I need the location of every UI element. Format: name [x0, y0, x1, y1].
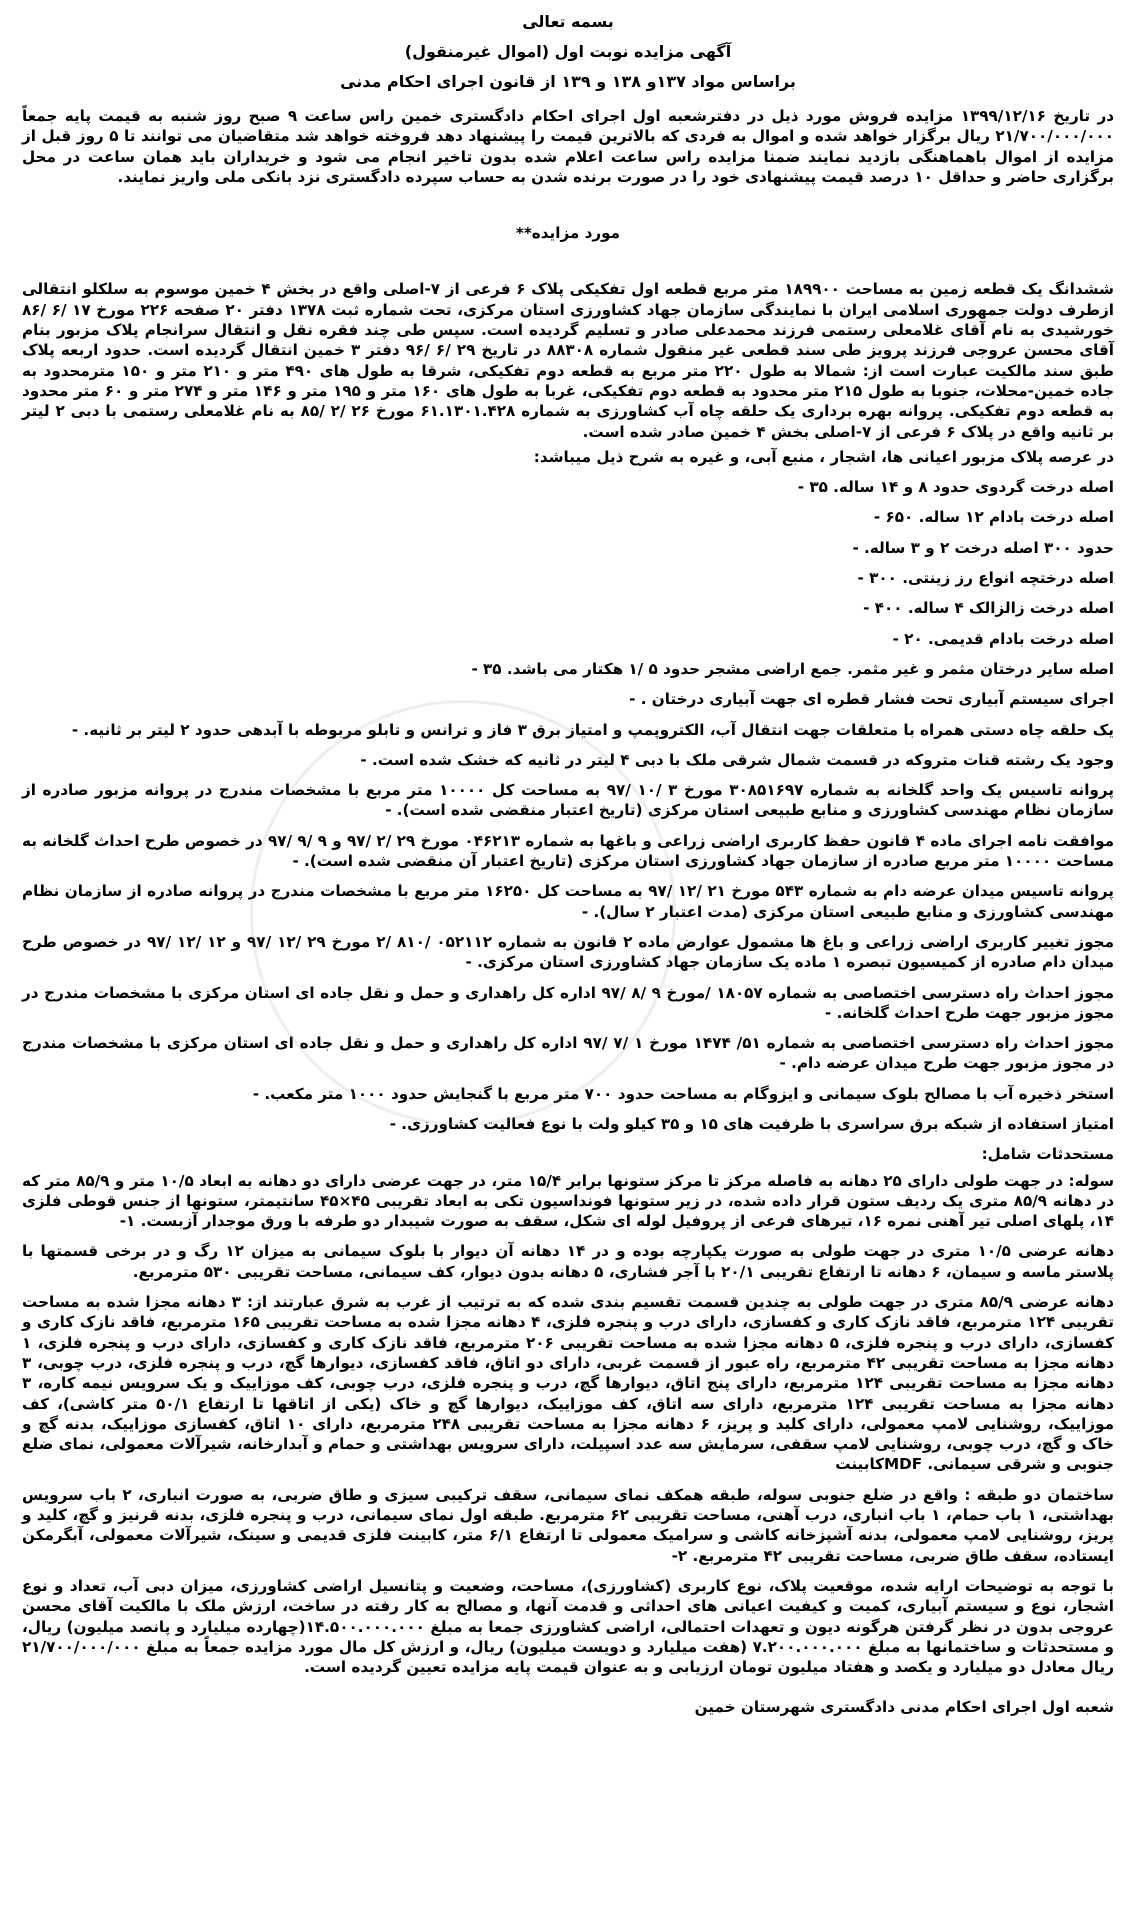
property-description: ششدانگ یک قطعه زمین به مساحت ۱۸۹۹۰۰ متر مربع قطعه اول تفکیکی پلاک ۶ فرعی از ۷-اصلی واقع در بخش ۴ خمین موسوم به سلکلو انتقالی ازطرف دولت جمهوری اسلامی ایران با نمایندگی سازمان جهاد کشاورزی استان مرکزی، تحت شماره ثبت ۱۳۷۸ دفتر ۲۰ صفحه ۲۲۶ مورخ ۱۷ /۶ /۸۶ خورشیدی به نام آقای غلامعلی رستمی فرزند محمدعلی صادر و تسلیم گردیده است. سپس طی چند فقره نقل و انتقال سرانجام پلاک مزبور بنام آقای محسن عروجی فرزند پرویز طی سند قطعی غیر منقول شماره ۸۸۳۰۸ در تاریخ ۲۹ /۶ /۹۶ دفتر ۳ خمین انتقال گردیده است. حدود اربعه پلاک طبق سند مالکیت عبارت است از: شمالا به طول ۲۲۰ متر مربع به قطعه دوم تفکیکی، شرقا به طول های ۴۹۰ متر و ۲۱۰ متر و ۱۵۰ مترمحدود به جاده خمین-محلات، جنوبا به طول ۲۱۵ متر محدود به قطعه دوم تفکیکی، غربا به طول های ۱۶۰ متر و ۱۹۵ متر و ۱۴۶ متر و ۲۷۴ متر و ۶۰ متر محدود به قطعه دوم تفکیکی. پروانه بهره برداری یک حلقه چاه آب کشاورزی به شماره ۶۱.۱۳۰۱.۴۲۸ مورخ ۲۶ /۲ /۸۵ به نام غلامعلی رستمی با دبی ۲ لیتر بر ثانیه واقع در پلاک ۶ فرعی از ۷-اصلی بخش ۴ خمین صادر شده است.: [22, 280, 1115, 441]
list-item: اصله درخت گردوی حدود ۸ و ۱۴ ساله. ۳۵ -: [797, 478, 1114, 497]
building-item: دهانه عرضی ۸۵/۹ متری در جهت طولی به چندین قسمت تقسیم بندی شده که به ترتیب از غرب به شرق عبارتند از: ۳ دهانه مجزا شده به مساحت تقریبی ۱۲۴ مترمربع، فاقد نازک کاری و کفسازی، دارای درب و پنجره فلزی، ۴ دهانه مجزا شده به مساحت تقریبی ۱۶۵ مترمربع، فاقد نازک کاری و کفسازی، دارای درب و پنجره فلزی، ۵ دهانه مجزا شده به مساحت تقریبی ۲۰۶ مترمربع، فاقد نازک کاری و کفسازی، دارای درب و پنجره فلزی، ۱ دهانه مجزا به مساحت تقریبی ۴۲ مترمربع، راه عبور از قسمت غربی، دارای دو اتاق، فاقد کفسازی، دیوارها گچ، درب و پنجره فلزی، درب چوبی، ۳ دهانه مجزا به مساحت تقریبی ۱۲۴ مترمربع، دارای پنج اتاق، دیوارها گچ، درب و پنجره فلزی، درب چوبی، کف موزاییک و یک سرویس نیمه کاره، ۳ دهانه مجزا به مساحت تقریبی ۱۲۴ مترمربع، دارای سه اتاق، کف موزاییک، دیوارها گچ و خاک (یکی از اتاقها تا ارتفاع ۵۰/۱ متر کاشی)، کف موزاییک، روشنایی لامپ معمولی، دارای کلید و پریز، ۶ دهانه مجزا به مساحت تقریبی ۲۴۸ مترمربع، دارای ۱۰ اتاق، کفسازی موزاییک، بدنه گچ و خاک و گچ، درب چوبی، روشنایی لامپ سقفی، سرمایش سه عدد اسپیلت، دارای سرویس بهداشتی و حمام و آبدارخانه، شیرآلات معمولی، نمای ضلع جنوبی و شرقی سیمانی. MDFکابینت: [22, 1293, 1114, 1474]
list-item: وجود یک رشته قنات متروکه در قسمت شمال شرقی ملک با دبی ۴ لیتر در ثانیه که خشک شده است. -: [360, 750, 1114, 769]
footer-signature: شعبه اول اجرای احکام مدنی دادگستری شهرستان خمین: [694, 1698, 1114, 1717]
trees-list: [22, 477, 1114, 770]
permit-item: استخر ذخیره آب با مصالح بلوک سیمانی و ایزوگام به مساحت حدود ۷۰۰ متر مربع با گنجایش حدود ۱۰۰۰ متر مکعب. -: [252, 1084, 1114, 1103]
list-item: یک حلقه چاه دستی همراه با متعلقات جهت انتقال آب، الکتروپمپ و امتیاز برق ۳ فاز و ترانس و تابلو مربوطه با آبدهی حدود ۲ لیتر بر ثانیه. -: [71, 720, 1114, 739]
header-title: آگهی مزایده نوبت اول (اموال غیرمنقول): [404, 42, 732, 61]
header-bismillah: بسمه تعالی: [522, 12, 614, 31]
section-title: مورد مزایده**: [515, 224, 621, 243]
permit-item: مجوز تغییر کاربری اراضی زراعی و باغ ها مشمول عوارض ماده ۲ قانون به شماره ۰۵۲۱۱۲ /۸۱۰ /۲ مورخ ۲۹ /۱۲ /۹۷ و ۱۲ /۱۲ /۹۷ در خصوص طرح میدان دام صادره از کمیسیون تبصره ۱ ماده یک سازمان جهاد کشاورزی استان مرکزی. -: [22, 932, 1114, 972]
intro-paragraph: در تاریخ ۱۳۹۹/۱۲/۱۶ مزایده فروش مورد ذیل در دفترشعبه اول اجرای احکام دادگستری خمین راس ساعت ۹ صبح روز شنبه به قیمت پایه جمعاً ۲۱/۷۰۰/۰۰۰/۰۰۰ ریال برگزار خواهد شده و اموال به فردی که بالاترین قیمت را پیشنهاد دهد فروخته خواهد شد متقاضیان می توانند تا ۵ روز قبل از مزایده از اموال باهماهنگی بازدید نمایند ضمنا مزایده راس ساعت اعلام شده بدون تاخیر انجام می شود و خریداران باید همان ساعت در محل برگزاری حاضر و حداقل ۱۰ درصد قیمت پیشنهادی خود را در صورت برنده شدن به حساب سپرده دادگستری نزد بانکی ملی واریز نمایند.: [22, 107, 1115, 186]
header-legal-basis: براساس مواد ۱۳۷و ۱۳۸ و ۱۳۹ از قانون اجرای احکام مدنی: [340, 72, 796, 91]
permit-item: پروانه تاسیس یک واحد گلخانه به شماره ۳۰۸۵۱۶۹۷ مورخ ۳ /۱۰ /۹۷ به مساحت کل ۱۰۰۰۰ متر مربع با مشخصات مندرج در پروانه مزبور صادره از سازمان نظام مهندسی کشاورزی و منابع طبیعی استان مرکزی (تاریخ اعتبار منقضی شده است). -: [22, 781, 1114, 820]
list-item: اجرای سیستم آبیاری تحت فشار قطره ای جهت آبیاری درختان . -: [629, 690, 1114, 709]
building-item: ساختمان دو طبقه : واقع در ضلع جنوبی سوله، طبقه همکف نمای سیمانی، سقف ترکیبی سیزی و طاق ضربی، به صورت انباری، ۲ باب سرویس بهداشتی، ۱ باب حمام، ۱ باب انباری، درب آهنی، مساحت تقریبی ۶۲ مترمربع. طبقه اول نمای سیمانی، درب و پنجره فلزی، بدنه قرنیز و گچ، کلید و پریز، روشنایی لامپ معمولی، بدنه آشپزخانه کاشی و سرامیک معمولی تا ارتفاع ۶/۱ متر، کابینت فلزی قدیمی و سینک، شیرآلات معمولی، آبگرمکن ایستاده، سقف طاق ضربی، مساحت تقریبی ۴۲ مترمربع. ۲-: [22, 1485, 1114, 1565]
permit-item: موافقت نامه اجرای ماده ۴ قانون حفظ کاربری اراضی زراعی و باغها به شماره ۰۴۶۲۱۳ مورخ ۲۹ /۲ /۹۷ و ۹ /۹ /۹۷ در خصوص طرح احداث گلخانه به مساحت ۱۰۰۰۰ متر مربع صادره از سازمان جهاد کشاورزی استان مرکزی (تاریخ اعتبار آن منقضی شده است). -: [22, 831, 1115, 871]
buildings-list: [22, 1171, 1114, 1566]
buildings-title: مستحدثات شامل:: [981, 1145, 1114, 1164]
list-item: حدود ۳۰۰ اصله درخت ۲ و ۳ ساله. -: [852, 538, 1114, 557]
list-item: اصله درخت زالزالک ۴ ساله. ۴۰۰ -: [863, 599, 1114, 618]
permit-item: امتیاز استفاده از شبکه برق سراسری با ظرفیت های ۱۵ و ۳۵ کیلو ولت با نوع فعالیت کشاورزی. -: [389, 1114, 1114, 1133]
list-item: اصله درخت بادام ۱۲ ساله. ۶۵۰ -: [873, 508, 1114, 527]
list-item: اصله درختچه انواع رز زینتی. ۳۰۰ -: [857, 569, 1114, 588]
permit-item: پروانه تاسیس میدان عرضه دام به شماره ۵۴۳ مورخ ۲۱ /۱۲ /۹۷ به مساحت کل ۱۶۲۵۰ متر مربع با مشخصات مندرج در پروانه صادره از سازمان نظام مهندسی کشاورزی و منابع طبیعی استان مرکزی (مدت اعتبار ۲ سال). -: [22, 882, 1114, 921]
permit-item: مجوز احداث راه دسترسی اختصاصی به شماره ۱۸۰۵۷ /مورخ ۹ /۸ /۹۷ اداره کل راهداری و حمل و نقل جاده ای استان مرکزی با مشخصات مندرج در مجوز مزبور جهت طرح احداث گلخانه. -: [22, 983, 1114, 1022]
conclusion-paragraph: با توجه به توضیحات ارایه شده، موقعیت پلاک، نوع کاربری (کشاورزی)، مساحت، وضعیت و پتانسیل اراضی کشاورزی، میزان دبی آب، تعداد و نوع اشجار، نوع و سیستم آبیاری، کمیت و کیفیت اعیانی های احداثی و قدمت آنها، و مصالح به کار رفته در ساخت، ارزش ملک با مالکیت آقای محسن عروجی بدون در نظر گرفتن هرگونه دیون و تعهدات احتمالی، اراضی کشاورزی جمعا به مبلغ ۱۴.۵۰۰.۰۰۰.۰۰۰(چهارده میلیارد و پانصد میلیون) ریال، و مستحدثات و ساختمانها به مبلغ ۷.۲۰۰.۰۰۰.۰۰۰ (هفت میلیارد و دویست میلیون) ریال، و ارزش کل مال مورد مزایده جمعاً به مبلغ ۲۱/۷۰۰/۰۰۰/۰۰۰ ریال معادل دو میلیارد و یکصد و هفتاد میلیون تومان ارزیابی و به عنوان قیمت پایه مزایده تعیین گردیده است.: [22, 1576, 1114, 1677]
building-item: سوله: در جهت طولی دارای ۲۵ دهانه به فاصله مرکز تا مرکز ستونها برابر ۱۵/۴ متر، در جهت عرضی دارای دو دهانه به ابعاد ۱۰/۵ متر و ۸۵/۹ متر که در دهانه ۸۵/۹ متری یک ردیف ستون قرار داده شده، در زیر ستونها فونداسیون تکی به ابعاد تقریبی ۴۵×۴۵ سانتیمتر، ستونها از جنس قوطی فلزی ۱۴، پلهای اصلی تیر آهنی نمره ۱۶، تیرهای فرعی از پروفیل لوله ای شکل، سقف به صورت شیبدار دو طرفه با ورق موجدار آزبست. ۱-: [22, 1171, 1115, 1231]
permit-item: مجوز احداث راه دسترسی اختصاصی به شماره ۵۱/ ۱۴۷۴ مورخ ۱ /۷ /۹۷ اداره کل راهداری و حمل و نقل جاده ای استان مرکزی با مشخصات مندرج در مجوز مزبور جهت طرح میدان عرضه دام. -: [22, 1034, 1114, 1073]
list-item: اصله سایر درختان مثمر و غیر مثمر. جمع اراضی مشجر حدود ۵ /۱ هکتار می باشد. ۳۵ -: [471, 659, 1114, 678]
permits-list: [22, 780, 1114, 1134]
building-item: دهانه عرضی ۱۰/۵ متری در جهت طولی به صورت یکپارچه بوده و در ۱۴ دهانه آن دیوار با بلوک سیمانی به میزان ۱۲ رگ و در برخی قسمتها با پلاستر ماسه و سیمان، ۶ دهانه تا ارتفاع تقریبی ۲۰/۱ با آجر فشاری، ۵ دهانه بدون دیوار، کف سیمانی، مساحت تقریبی ۵۳۰ مترمربع.: [22, 1242, 1114, 1281]
list-intro: در عرصه پلاک مزبور اعیانی ها، اشجار ، منبع آبی، و غیره به شرح ذیل میباشد:: [533, 447, 1114, 466]
list-item: اصله درخت بادام قدیمی. ۲۰ -: [892, 629, 1114, 648]
